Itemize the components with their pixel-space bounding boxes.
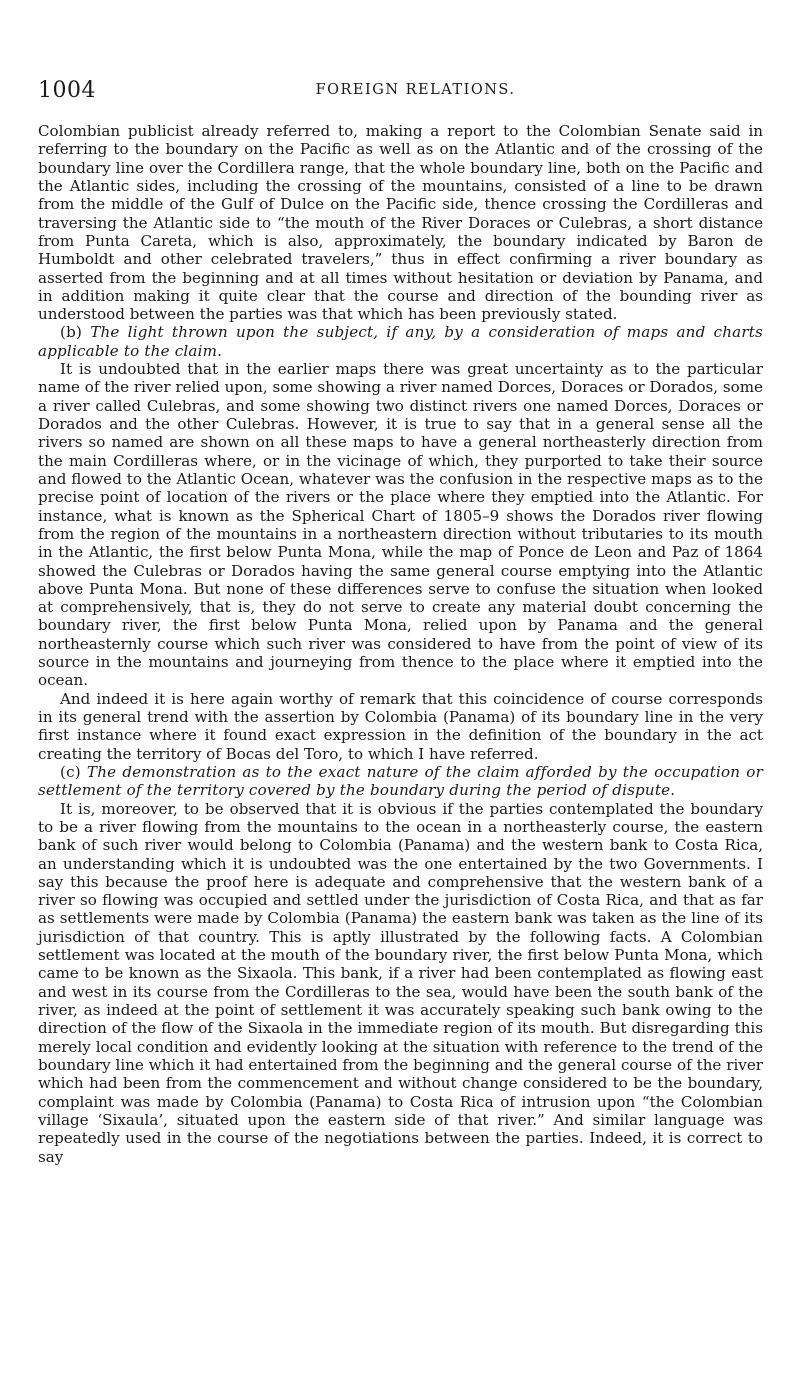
subheading-b-label: (b) xyxy=(60,323,83,342)
paragraph-settlement: It is, moreover, to be observed that it is obvious if the parties contemplated the boundary to be a river flowing from the mountains to the ocean in a northeasterly course, the eastern bank of such river would belong to Colombia (Panama) and the western bank to Costa Rica, an understanding which it is undoubted was the one entertained by the two Governments. I say this because the proof here is adequate and comprehensive that the western bank of a river so flowing was occupied and settled under the jurisdiction of Costa Rica, and that as far as settlements were made by Colombia (Panama) the eastern bank was taken as the line of its jurisdiction of that country. This is aptly illustrated by the following facts. A Colombian settlement was located at the mouth of the boundary river, the first below Punta Mona, which came to be known as the Sixaola. This bank, if a river had been contemplated as flowing east and west in its course from the Cordilleras to the sea, would have been the south bank of the river, as indeed at the point of settlement it was accurately speaking such bank owing to the direction of the flow of the Sixaola in the immediate region of its mouth. But disregarding this merely local condition and evidently looking at the situation with reference to the trend of the boundary line which it had entertained from the beginning and the general course of the river which had been from the commencement and without change considered to be the boundary, complaint was made by Colombia (Panama) to Costa Rica of intrusion upon “the Colombian village ‘Sixaula’, situated upon the eastern side of that river.” And similar language was repeatedly used in the course of the negotiations between the parties. Indeed, it is correct to say xyxy=(38,799,763,1166)
subheading-c xyxy=(38,763,763,800)
subheading-c-text: The demonstration as to the exact nature of the claim afforded by the occupation or settlement of the territory covered by the boundary during the period of dispute. xyxy=(38,762,763,800)
page-number: 1004 xyxy=(38,78,96,103)
running-head xyxy=(38,78,763,104)
subheading-b xyxy=(38,323,763,360)
subheading-b-text: The light thrown upon the subject, if any, by a consideration of maps and charts applicable to the claim. xyxy=(38,323,763,360)
paragraph-maps: It is undoubted that in the earlier maps there was great uncertainty as to the particular name of the river relied upon, some showing a river named Dorces, Doraces or Dorados, some a river called Culebras, and some showing two distinct rivers one named Dorces, Doraces or Dorados and the other Culebras. However, it is true to say that in a general sense all the rivers so named are shown on all these maps to have a general northeasterly direction from the main Cordilleras where, or in the vicinage of which, they purported to take their source and flowed to the Atlantic Ocean, whatever was the confusion in the respective maps as to the precise point of location of the rivers or the place where they emptied into the Atlantic. For instance, what is known as the Spherical Chart of 1805–9 shows the Dorados river flowing from the region of the mountains in a northeastern direction without tributaries to its mouth in the Atlantic, the first below Punta Mona, while the map of Ponce de Leon and Paz of 1864 showed the Culebras or Dorados having the same general course emptying into the Atlantic above Punta Mona. But none of these differences serve to confuse the situation when looked at comprehensively, that is, they do not serve to create any material doubt concerning the boundary river, the first below Punta Mona, relied upon by Panama and the general northeasternly course which such river was considered to have from the point of view of its source in the mountains and journeying from thence to the place where it emptied into the ocean. xyxy=(38,360,763,690)
body-text xyxy=(38,122,763,1166)
subheading-c-label: (c) xyxy=(60,762,81,781)
running-title: FOREIGN RELATIONS. xyxy=(315,82,516,98)
paragraph-continuation: Colombian publicist already referred to, making a report to the Colombian Senate said in referring to the boundary on the Pacific as well as on the Atlantic and of the crossing of the boundary line over the Cordillera range, that the whole boundary line, both on the Pacific and the Atlantic sides, including the crossing of the mountains, consisted of a line to be drawn from the middle of the Gulf of Dulce on the Pacific side, thence crossing the Cordilleras and traversing the Atlantic side to “the mouth of the River Doraces or Culebras, a short distance from Punta Careta, which is also, approximately, the boundary indicated by Baron de Humboldt and other celebrated travelers,” thus in effect confirming a river boundary as asserted from the beginning and at all times without hesitation or deviation by Panama, and in addition making it quite clear that the course and direction of the bounding river as understood between the parties was that which has been previously stated. xyxy=(38,122,763,324)
paragraph-coincidence: And indeed it is here again worthy of remark that this coincidence of course corresponds in its general trend with the assertion by Colombia (Panama) of its boundary line in the very first instance where it found exact expression in the definition of the boundary in the act creating the territory of Bocas del Toro, to which I have referred. xyxy=(38,689,763,763)
